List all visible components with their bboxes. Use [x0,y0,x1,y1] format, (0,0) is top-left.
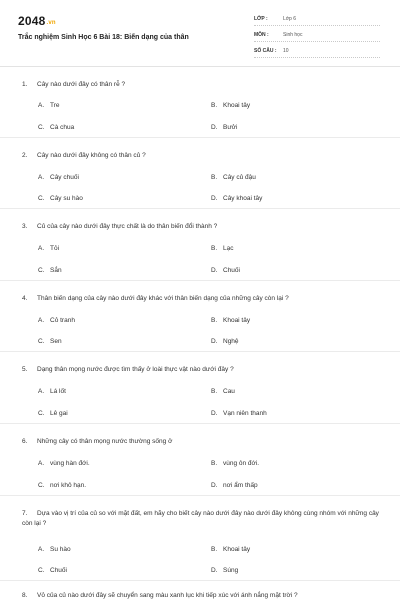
meta-row-subject [254,29,380,42]
option-letter: D. [211,338,218,345]
option-d[interactable] [211,267,240,274]
option-b[interactable] [211,388,235,395]
question-text [22,365,380,375]
option-letter: C. [38,338,45,345]
option-c[interactable] [38,267,62,274]
question-text [22,151,380,161]
question-list [0,66,400,600]
option-text: Bưởi [223,124,238,131]
option-d[interactable] [211,567,238,574]
option-letter: C. [38,482,45,489]
option-letter: B. [211,460,218,467]
option-text: Lá lốt [50,388,66,395]
question-7 [0,495,400,581]
option-text: Cây khoai tây [223,195,263,202]
option-d[interactable] [211,338,239,345]
question-2 [0,137,400,209]
option-letter: B. [211,102,218,109]
option-text: nơi ẩm thấp [223,482,258,489]
option-c[interactable] [38,410,68,417]
option-letter: B. [211,317,218,324]
question-number: 8. [22,592,28,599]
option-letter: D. [211,567,218,574]
option-letter: C. [38,124,45,131]
option-text: Nghệ [223,338,239,345]
question-number: 2. [22,152,28,159]
option-d[interactable] [211,482,258,489]
option-letter: A. [38,460,45,467]
question-number: 4. [22,295,28,302]
question-6 [0,423,400,496]
option-text: Chuối [223,267,240,274]
meta-row-count [254,45,380,58]
meta-label-subject: MÔN : [254,32,269,38]
option-letter: B. [211,245,218,252]
option-letter: C. [38,410,45,417]
question-8 [0,580,400,600]
logo-text: 2048 [18,14,46,28]
option-a[interactable] [38,317,75,324]
option-letter: C. [38,195,45,202]
option-b[interactable] [211,174,256,181]
option-d[interactable] [211,124,237,131]
question-1 [0,66,400,138]
option-text: vùng ôn đới. [223,460,260,467]
question-number: 7. [22,510,28,517]
question-number: 5. [22,366,28,373]
option-letter: A. [38,388,45,395]
option-text: vùng hàn đới. [50,460,90,467]
option-text: Cà chua [50,124,75,131]
option-letter: B. [211,546,218,553]
question-3 [0,208,400,281]
option-text: Cây chuối [50,174,79,181]
question-text [22,591,380,600]
option-b[interactable] [211,546,250,553]
option-letter: A. [38,174,45,181]
question-5 [0,351,400,424]
page-title: Trắc nghiệm Sinh Học 6 Bài 18: Biến dạng của thân [18,34,189,41]
option-a[interactable] [38,546,71,553]
option-letter: D. [211,410,218,417]
option-letter: C. [38,267,45,274]
option-text: Khoai tây [223,102,251,109]
option-b[interactable] [211,245,233,252]
option-a[interactable] [38,460,90,467]
meta-label-class: LỚP : [254,16,268,22]
option-text: Cây củ đậu [223,174,256,181]
option-text: Khoai tây [223,546,251,553]
meta-value-count: 10 [283,48,289,54]
option-a[interactable] [38,102,60,109]
option-letter: A. [38,317,45,324]
option-c[interactable] [38,195,83,202]
question-text [22,509,380,529]
site-logo[interactable] [18,14,56,28]
option-text: Súng [223,567,239,574]
option-a[interactable] [38,245,59,252]
option-letter: A. [38,546,45,553]
logo-suffix: .vn [46,20,56,26]
option-b[interactable] [211,460,259,467]
option-a[interactable] [38,174,79,181]
option-b[interactable] [211,102,250,109]
option-text: Lê gai [50,410,68,417]
option-text: Cỏ tranh [50,317,75,324]
worksheet-meta [254,13,380,61]
question-text [22,222,380,232]
option-text: Vạn niên thanh [223,410,267,417]
question-prompt: Vỏ của củ nào dưới đây sẽ chuyển sang màu xanh lục khi tiếp xúc với ánh nắng mặt trời ? [37,592,298,599]
option-text: Tre [50,102,60,109]
meta-row-class [254,13,380,26]
option-letter: B. [211,174,218,181]
question-prompt: Dựa vào vị trí của củ so với mặt đất, em hãy cho biết cây nào dưới đây nào dưới đây không cùng nhóm với những cây còn lại ? [22,510,379,527]
option-text: nơi khô hạn. [50,482,87,489]
option-letter: D. [211,482,218,489]
option-letter: A. [38,102,45,109]
question-number: 6. [22,438,28,445]
option-letter: B. [211,388,218,395]
question-text [22,80,380,90]
option-text: Sắn [50,267,62,274]
question-4 [0,280,400,352]
option-text: Cau [223,388,235,395]
meta-label-count: SỐ CÂU : [254,48,277,54]
option-letter: D. [211,267,218,274]
question-number: 3. [22,223,28,230]
question-prompt: Những cây có thân mọng nước thường sống ở [37,438,173,445]
option-letter: A. [38,245,45,252]
option-d[interactable] [211,410,267,417]
option-letter: D. [211,124,218,131]
worksheet-header [0,0,400,67]
option-c[interactable] [38,124,74,131]
option-text: Sen [50,338,62,345]
option-letter: D. [211,195,218,202]
question-prompt: Củ của cây nào dưới đây thực chất là do thân biến đổi thành ? [37,223,218,230]
option-text: Tỏi [50,245,60,252]
question-text [22,437,380,447]
meta-value-subject: Sinh học [283,32,303,38]
option-text: Lạc [223,245,234,252]
question-number: 1. [22,81,28,88]
option-c[interactable] [38,567,67,574]
question-prompt: Cây nào dưới đây có thân rễ ? [37,81,126,88]
option-a[interactable] [38,388,66,395]
option-b[interactable] [211,317,250,324]
question-text [22,294,380,304]
option-text: Cây su hào [50,195,83,202]
question-prompt: Cây nào dưới đây không có thân củ ? [37,152,146,159]
option-c[interactable] [38,482,86,489]
option-text: Su hào [50,546,71,553]
option-text: Khoai tây [223,317,251,324]
option-c[interactable] [38,338,62,345]
option-letter: C. [38,567,45,574]
question-prompt: Thân biến dạng của cây nào dưới đây khác với thân biến dạng của những cây còn lại ? [37,295,289,302]
meta-value-class: Lớp 6 [283,16,297,22]
question-prompt: Dạng thân mọng nước được tìm thấy ở loài thực vật nào dưới đây ? [37,366,234,373]
option-d[interactable] [211,195,262,202]
option-text: Chuối [50,567,67,574]
